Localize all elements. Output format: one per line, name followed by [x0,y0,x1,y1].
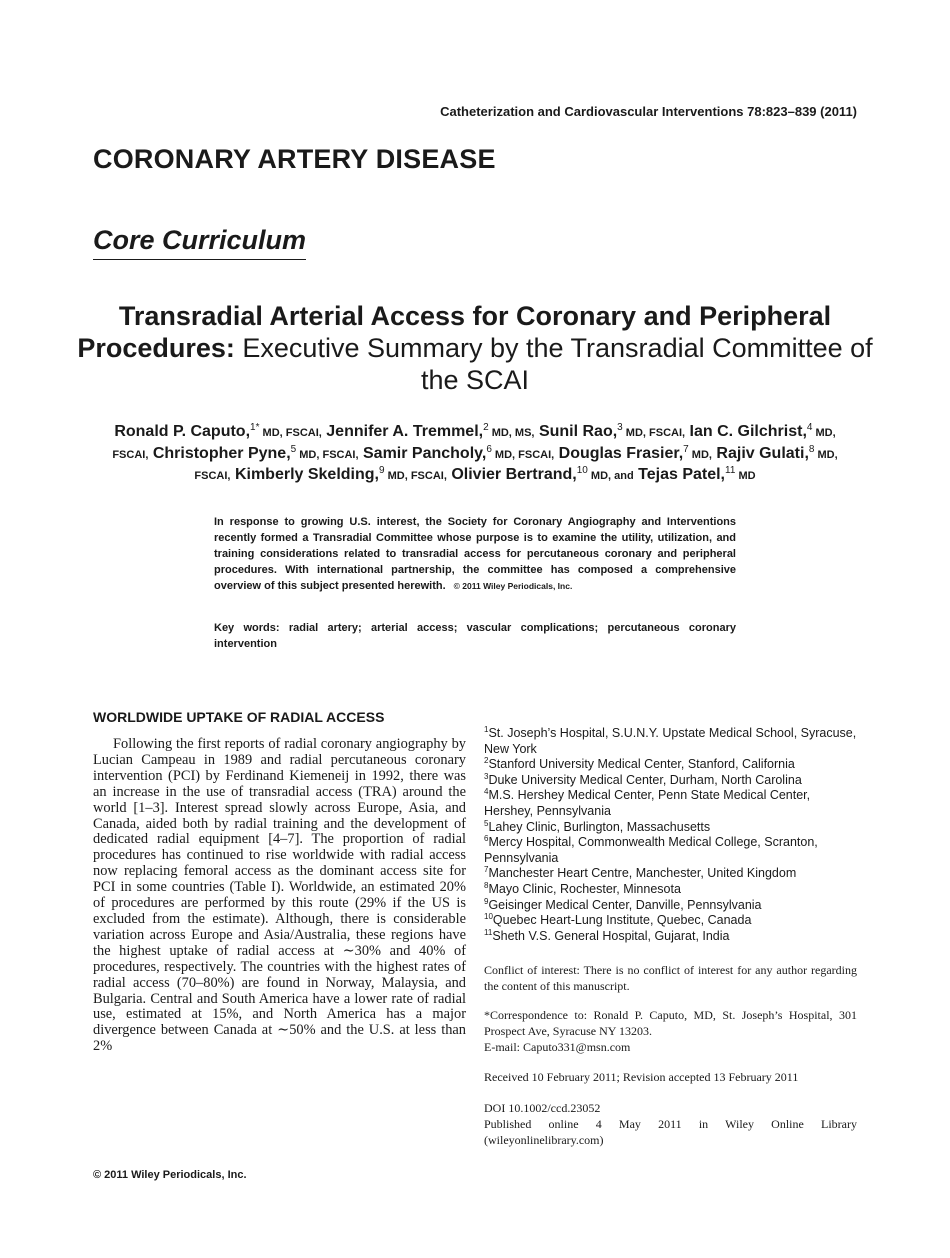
affiliation-item [484,882,857,898]
affiliation-text: Sheth V.S. General Hospital, Gujarat, India [492,928,730,943]
author-degrees: MD, FSCAI, [491,448,555,461]
author-name: Ian C. Gilchrist, [689,423,807,440]
author-name: Christopher Pyne, [152,444,291,462]
author-affiliation-marker: 5 [290,443,297,455]
affiliation-marker: 10 [484,912,493,922]
author-degrees: MD [735,470,756,482]
author [539,423,685,440]
author-degrees: MD, FSCAI, [259,427,322,439]
published-online: Published online 4 May 2011 in Wiley Online Library (wileyonlinelibrary.com) [484,1117,857,1147]
author-degrees: MD, FSCAI, [384,470,447,482]
author-affiliation-marker: 4 [806,422,813,433]
correspondence-address: *Correspondence to: Ronald P. Caputo, MD, St. Joseph’s Hospital, 301 Prospect Ave, Syracuse NY 13203. [484,1008,857,1038]
abstract [214,514,736,594]
affiliation-text: M.S. Hershey Medical Center, Penn State Medical Center, Hershey, Pennsylvania [484,788,811,818]
received-dates: Received 10 February 2011; Revision accepted 13 February 2011 [484,1070,799,1084]
affiliation-marker: 1 [484,725,489,734]
affiliation-item [484,835,857,866]
author [363,445,554,462]
correspondence-email: E-mail: Caputo331@msn.com [484,1040,631,1054]
affiliation-text: Manchester Heart Centre, Manchester, United Kingdom [488,866,797,881]
author-name: Tejas Patel, [638,466,725,483]
affiliation-text: Geisinger Medical Center, Danville, Pennsylvania [488,897,762,912]
author [451,466,633,483]
author-list [100,422,850,487]
section-heading: CORONARY ARTERY DISEASE [93,144,496,174]
affiliation-item [484,757,857,773]
abstract-text: In response to growing U.S. interest, the Society for Coronary Angiography and Interventions recently formed a Transradial Committee whose purpose is to examine the utility, utilization, and training considerations related to transradial access for percutaneous coronary and peripheral procedures. With international partnership, the committee has composed a comprehensive overview of this subject presented herewith. [214,516,736,592]
author-degrees: MD, FSCAI, [296,448,359,461]
article-title-rest: Executive Summary by the Transradial Committee of the SCAI [234,333,873,395]
journal-reference: Catheterization and Cardiovascular Interventions 78:823–839 (2011) [440,104,857,119]
author-degrees: MD, and [587,470,634,482]
doi: DOI 10.1002/ccd.23052 [484,1101,601,1115]
author-degrees: MD, MS, [488,427,535,439]
affiliation-item [484,929,857,945]
affiliation-marker: 4 [484,787,489,797]
affiliation-marker: 11 [484,927,493,937]
affiliation-item [484,913,857,929]
author [153,445,359,462]
abstract-copyright: © 2011 Wiley Periodicals, Inc. [453,581,573,591]
affiliation-item [484,773,857,789]
author [559,445,712,462]
subsection-heading: Core Curriculum [93,225,306,260]
affiliation-text: Stanford University Medical Center, Stanford, California [488,757,795,772]
affiliation-item [484,726,857,757]
author-degrees: MD, [688,448,712,461]
affiliation-text: Duke University Medical Center, Durham, North Carolina [488,772,802,787]
affiliation-item [484,820,857,836]
correspondence [484,1007,857,1055]
author-degrees: MD, FSCAI, [112,427,836,461]
affiliation-marker: 2 [484,756,489,766]
author-name: Sunil Rao, [538,423,618,440]
author-name: Ronald P. Caputo, [114,423,251,440]
affiliation-text: Lahey Clinic, Burlington, Massachusetts [488,819,711,834]
affiliation-item [484,866,857,882]
author [114,423,322,440]
article-title-bold: Transradial Arterial Access for Coronary and Peripheral Procedures: [77,301,832,363]
author-degrees: MD, FSCAI, [194,448,838,482]
author-name: Rajiv Gulati, [716,444,809,462]
author-affiliation-marker: 2 [483,422,489,433]
author [235,466,447,483]
author-name: Kimberly Skelding, [234,466,379,483]
affiliation-marker: 5 [484,818,489,828]
author-name: Samir Pancholy, [363,444,487,462]
author-degrees: MD, FSCAI, [622,427,686,439]
author-affiliation-marker: 11 [725,465,736,476]
footer-copyright: © 2011 Wiley Periodicals, Inc. [93,1169,247,1181]
affiliation-text: Quebec Heart-Lung Institute, Quebec, Canada [492,913,752,928]
author-affiliation-marker: 3 [617,422,623,433]
author-affiliation-marker: 7 [683,443,689,455]
author-affiliation-marker: 8 [808,443,815,455]
body-section-heading: WORLDWIDE UPTAKE OF RADIAL ACCESS [93,709,385,725]
affiliation-text: St. Joseph’s Hospital, S.U.N.Y. Upstate Medical School, Syracuse, New York [484,726,857,756]
author [326,423,534,440]
author-name: Jennifer A. Tremmel, [326,423,484,440]
author-affiliation-marker: 10 [576,465,588,476]
affiliation-marker: 6 [484,834,489,844]
body-paragraph: Following the first reports of radial coronary angiography by Lucian Campeau in 1989 and radial percutaneous coronary intervention (PCI) by Ferdinand Kiemeneij in 1992, there was an increase in the use of transradial access (TRA) around the world [1–3]. Interest spread slowly across Europe, Asia, and Canada, aided both by radial training and the development of dedicated radial equipment [4–7]. The proportion of radial procedures has continued to rise worldwide with radial access now replacing femoral access as the dominant access site for PCI in some countries (Table I). Worldwide, an estimated 20% of procedures are performed by this route (29% if the US is excluded from the estimate). Although, there is considerable variation across Europe and Asia/Australia, these regions have the highest uptake of radial access at ∼30% and 40% of procedures, respectively. The countries with the highest rates of radial access (70–80%) are found in Norway, Malaysia, and Bulgaria. Central and South America have a lower rate of radial use, estimated at 15%, and North America has a major divergence between Canada at ∼50% and the U.S. at less than 2% [93,736,466,1055]
affiliation-text: Mercy Hospital, Commonwealth Medical College, Scranton, Pennsylvania [484,835,818,865]
affiliation-item [484,788,857,819]
author-affiliation-marker: 1* [250,422,260,433]
keywords: Key words: radial artery; arterial access; vascular complications; percutaneous coronary intervention [214,622,736,650]
affiliation-text: Mayo Clinic, Rochester, Minnesota [488,881,681,896]
author-affiliation-marker: 6 [486,443,492,455]
affiliation-marker: 9 [484,896,489,906]
author-affiliation-marker: 9 [378,465,385,476]
affiliation-item [484,898,857,914]
affiliation-marker: 8 [484,880,489,890]
article-title [70,300,880,396]
author-name: Olivier Bertrand, [451,466,577,483]
affiliation-list [484,726,857,944]
conflict-of-interest: Conflict of interest: There is no conflict of interest for any author regarding the content of this manuscript. [484,963,857,993]
author [638,466,755,483]
author-name: Douglas Frasier, [558,444,684,462]
affiliation-marker: 3 [484,771,489,781]
affiliation-marker: 7 [484,865,489,875]
publication-info [484,1100,857,1148]
